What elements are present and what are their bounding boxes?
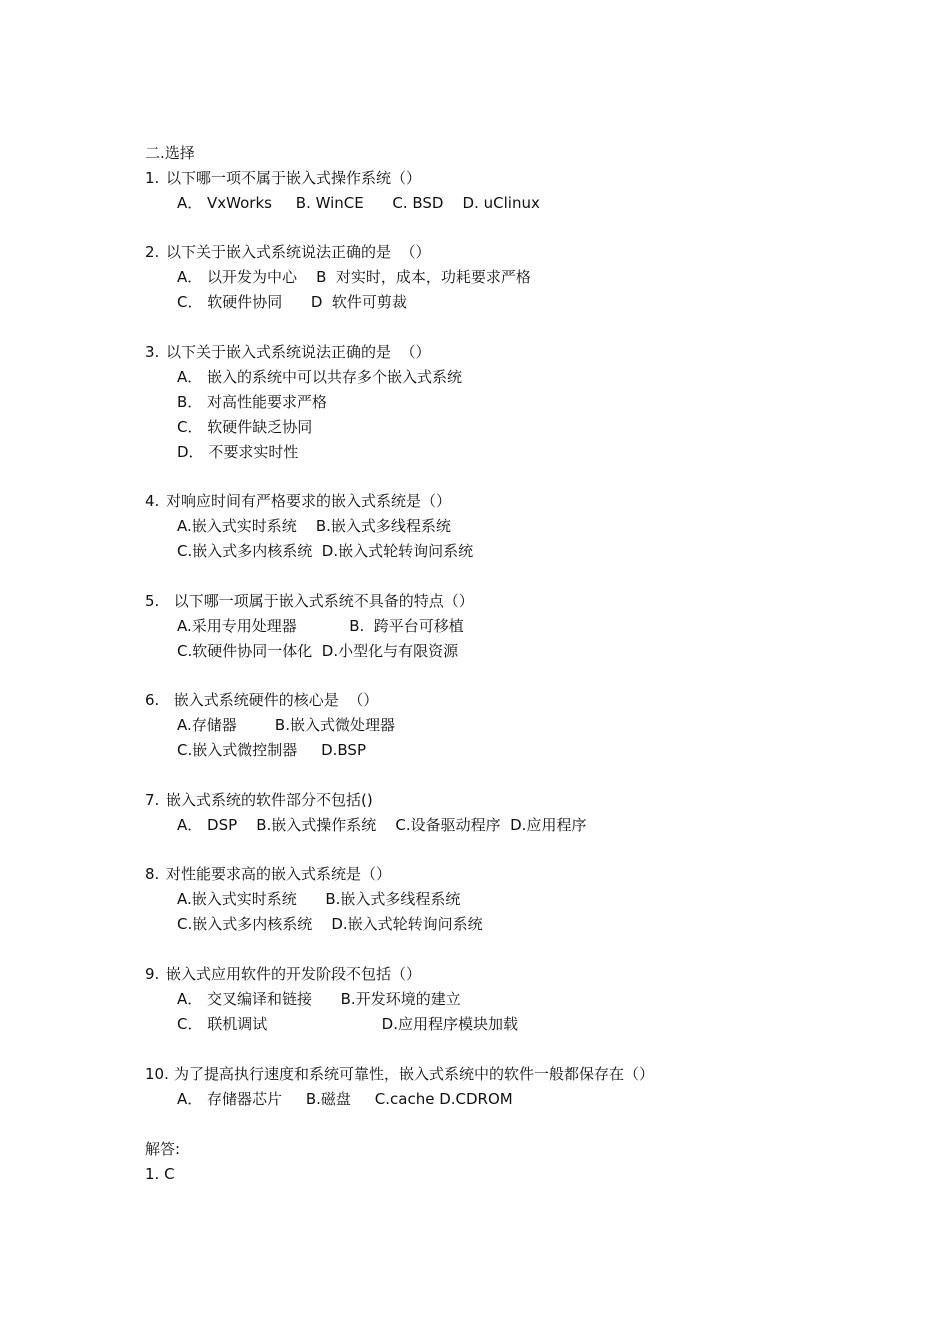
question-8 (145, 864, 391, 884)
question-2-options-line-1: A． 以开发为中心 B 对实时，成本，功耗要求严格 (177, 268, 531, 286)
question-5-options-line-1: A.采用专用处理器 B. 跨平台可移植 (177, 617, 464, 635)
question-4-options-line-2: C.嵌入式多内核系统 D.嵌入式轮转询问系统 (177, 542, 474, 560)
question-1-options: A． VxWorks B. WinCE C. BSD D. uClinux (177, 194, 540, 212)
question-number: 8. (145, 865, 160, 883)
question-stem: 对响应时间有严格要求的嵌入式系统是（） (166, 492, 452, 510)
question-5 (145, 591, 474, 611)
question-stem: 嵌入式系统的软件部分不包括() (166, 791, 373, 809)
question-2 (145, 242, 431, 262)
question-number: 9. (145, 965, 160, 983)
question-4 (145, 491, 451, 511)
question-9-options-line-2: C． 联机调试 D.应用程序模块加载 (177, 1015, 518, 1033)
question-6 (145, 690, 378, 710)
question-3-option-d: D． 不要求实时性 (177, 443, 299, 461)
answers-title: 解答: (145, 1140, 181, 1158)
question-number: 3. (145, 343, 160, 361)
question-3-option-a: A． 嵌入的系统中可以共存多个嵌入式系统 (177, 368, 463, 386)
question-6-options-line-2: C.嵌入式微控制器 D.BSP (177, 741, 366, 759)
question-stem: 对性能要求高的嵌入式系统是（） (166, 865, 392, 883)
question-10 (145, 1064, 654, 1084)
question-stem: 为了提高执行速度和系统可靠性，嵌入式系统中的软件一般都保存在（） (174, 1065, 655, 1083)
question-number: 5. (145, 592, 160, 610)
question-5-options-line-2: C.软硬件协同一体化 D.小型化与有限资源 (177, 642, 459, 660)
question-stem: 以下关于嵌入式系统说法正确的是 （） (166, 243, 431, 261)
question-3-option-b: B． 对高性能要求严格 (177, 393, 328, 411)
question-stem: 以下哪一项属于嵌入式系统不具备的特点（） (169, 592, 474, 610)
question-stem: 以下哪一项不属于嵌入式操作系统（） (166, 169, 422, 187)
question-9-options-line-1: A． 交叉编译和链接 B.开发环境的建立 (177, 990, 461, 1008)
question-number: 6. (145, 691, 160, 709)
question-stem: 以下关于嵌入式系统说法正确的是 （） (166, 343, 431, 361)
question-3 (145, 342, 431, 362)
question-8-options-line-2: C.嵌入式多内核系统 D.嵌入式轮转询问系统 (177, 915, 483, 933)
question-number: 10. (145, 1065, 169, 1083)
question-10-options: A． 存储器芯片 B.磁盘 C.cache D.CDROM (177, 1090, 513, 1108)
question-8-options-line-1: A.嵌入式实时系统 B.嵌入式多线程系统 (177, 890, 461, 908)
question-stem: 嵌入式应用软件的开发阶段不包括（） (166, 965, 422, 983)
question-stem: 嵌入式系统硬件的核心是 （） (169, 691, 379, 709)
question-9 (145, 964, 421, 984)
question-7 (145, 790, 373, 810)
question-number: 2. (145, 243, 160, 261)
section-title: 二.选择 (145, 144, 195, 162)
question-3-option-c: C． 软硬件缺乏协同 (177, 418, 313, 436)
answer-item: 1. C (145, 1165, 175, 1183)
question-number: 4. (145, 492, 160, 510)
question-7-options: A． DSP B.嵌入式操作系统 C.设备驱动程序 D.应用程序 (177, 816, 587, 834)
question-6-options-line-1: A.存储器 B.嵌入式微处理器 (177, 716, 395, 734)
question-number: 7. (145, 791, 160, 809)
question-number: 1. (145, 169, 160, 187)
question-2-options-line-2: C． 软硬件协同 D 软件可剪裁 (177, 293, 407, 311)
question-1 (145, 168, 421, 188)
question-4-options-line-1: A.嵌入式实时系统 B.嵌入式多线程系统 (177, 517, 451, 535)
